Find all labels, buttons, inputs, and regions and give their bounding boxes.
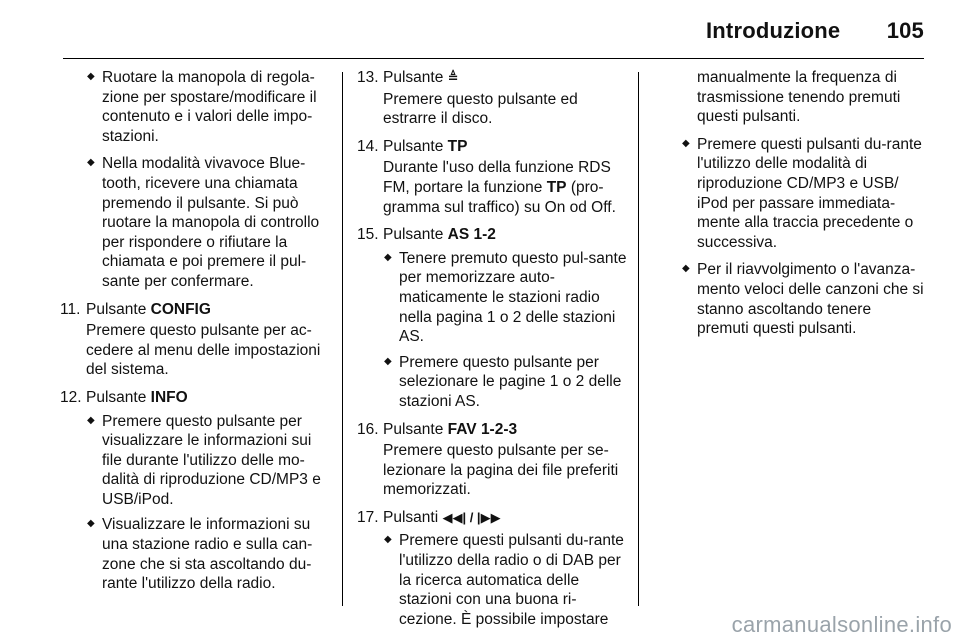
button-name-config: CONFIG [150, 300, 211, 318]
diamond-bullet-icon: ◆ [87, 157, 95, 169]
item-16: 16. Pulsante FAV 1-2-3 Premere questo pulsante per se-lezionare la pagina dei file preferiti memorizzati. [357, 420, 619, 499]
seek-buttons-icon: ◀◀| / |▶▶ [442, 509, 501, 525]
button-name-tp: TP [447, 137, 468, 155]
bullet-item: ◆ Nella modalità vivavoce Blue-tooth, ricevere una chiamata premendo il pulsante. Si può ruotare la manopola di controllo per rispondere o rifiutare la chiamata e poi premere il pul-sante per confermare. [87, 155, 320, 290]
watermark: carmanualsonline.info [731, 612, 952, 637]
bullet-item: ◆ Premere questi pulsanti du-rante l'utilizzo della radio o di DAB per la ricerca automatica delle stazioni con una buona ri-cezione. È possibile impostare [384, 532, 624, 628]
button-name-fav: FAV 1-2-3 [447, 420, 518, 438]
bullet-item: ◆ Premere questo pulsante per selezionare le pagine 1 o 2 delle stazioni AS. [384, 353, 622, 410]
continued-text: manualmente la frequenza di trasmissione tenendo premuti questi pulsanti. [697, 69, 901, 126]
item-14: 14. Pulsante TP Durante l'uso della funzione RDS FM, portare la funzione TP (pro-gramma sul traffico) su On od Off. [357, 137, 616, 216]
button-name-as: AS 1-2 [447, 226, 496, 244]
bullet-item: ◆ Ruotare la manopola di regola-zione per spostare/modificare il contenuto e i valori delle impo-stazioni. [87, 69, 317, 145]
diamond-bullet-icon: ◆ [87, 518, 95, 530]
bullet-item: ◆ Per il riavvolgimento o l'avanza-mento veloci delle canzoni che si stanno ascoltando tenere premuti questi pulsanti. [682, 261, 924, 338]
page-header [706, 18, 924, 44]
diamond-bullet-icon: ◆ [682, 137, 690, 149]
diamond-bullet-icon: ◆ [87, 414, 95, 426]
bullet-item: ◆ Premere questi pulsanti du-rante l'utilizzo delle modalità di riproduzione CD/MP3 e USB/ iPod per passare immediata-mente alla traccia precedente o successiva. [682, 135, 922, 251]
item-17: 17. Pulsanti ◀◀| / |▶▶ ◆ Premere questi pulsanti du-rante l'utilizzo della radio o di DAB per la ricerca automatica delle stazioni con una buona ri-cezione. È possibile impostare [357, 508, 627, 630]
column-2 [357, 68, 627, 637]
header-divider [63, 58, 924, 59]
column-divider-1 [342, 72, 343, 606]
eject-icon: ≜ [447, 70, 459, 85]
button-name-info: INFO [150, 388, 188, 406]
diamond-bullet-icon: ◆ [87, 71, 95, 82]
item-13: 13. Pulsante ≜ Premere questo pulsante ed estrarre il disco. [357, 69, 578, 128]
bullet-item: ◆ Visualizzare le informazioni su una stazione radio e sulla can-zone che si sta ascoltando du-rante l'utilizzo della radio. [87, 516, 313, 593]
diamond-bullet-icon: ◆ [682, 263, 690, 275]
item-15: 15. Pulsante AS 1-2 ◆ Tenere premuto questo pul-sante per memorizzare auto-maticamente le stazioni radio nella pagina 1 o 2 delle stazioni AS. ◆ Premere questo pulsante per selezionare le pagine 1 o 2 delle stazioni AS. [357, 226, 627, 410]
item-12: 12. Pulsante INFO ◆ Premere questo pulsante per visualizzare le informazioni sui file durante l'utilizzo delle mo-dalità di riproduzione CD/MP3 e USB/iPod. ◆ Visualizzare le informazioni su una stazione radio e sulla can-zone che si sta ascoltando du-rante l'utilizzo della radio. [60, 388, 330, 594]
column-1 [60, 68, 330, 602]
diamond-bullet-icon: ◆ [384, 355, 392, 367]
page-number: 105 [886, 18, 924, 43]
diamond-bullet-icon: ◆ [384, 251, 392, 263]
bullet-item: ◆ Premere questo pulsante per visualizzare le informazioni sui file durante l'utilizzo delle mo-dalità di riproduzione CD/MP3 e USB/iPod. [87, 412, 321, 508]
page-title: Introduzione [705, 18, 841, 43]
column-3 [654, 68, 924, 347]
item-11: 11. Pulsante CONFIG Premere questo pulsante per ac-cedere al menu delle impostazioni del sistema. [60, 300, 321, 379]
column-divider-2 [638, 72, 639, 606]
diamond-bullet-icon: ◆ [384, 534, 392, 546]
bullet-item: ◆ Tenere premuto questo pul-sante per memorizzare auto-maticamente le stazioni radio nella pagina 1 o 2 delle stazioni AS. [384, 249, 627, 346]
